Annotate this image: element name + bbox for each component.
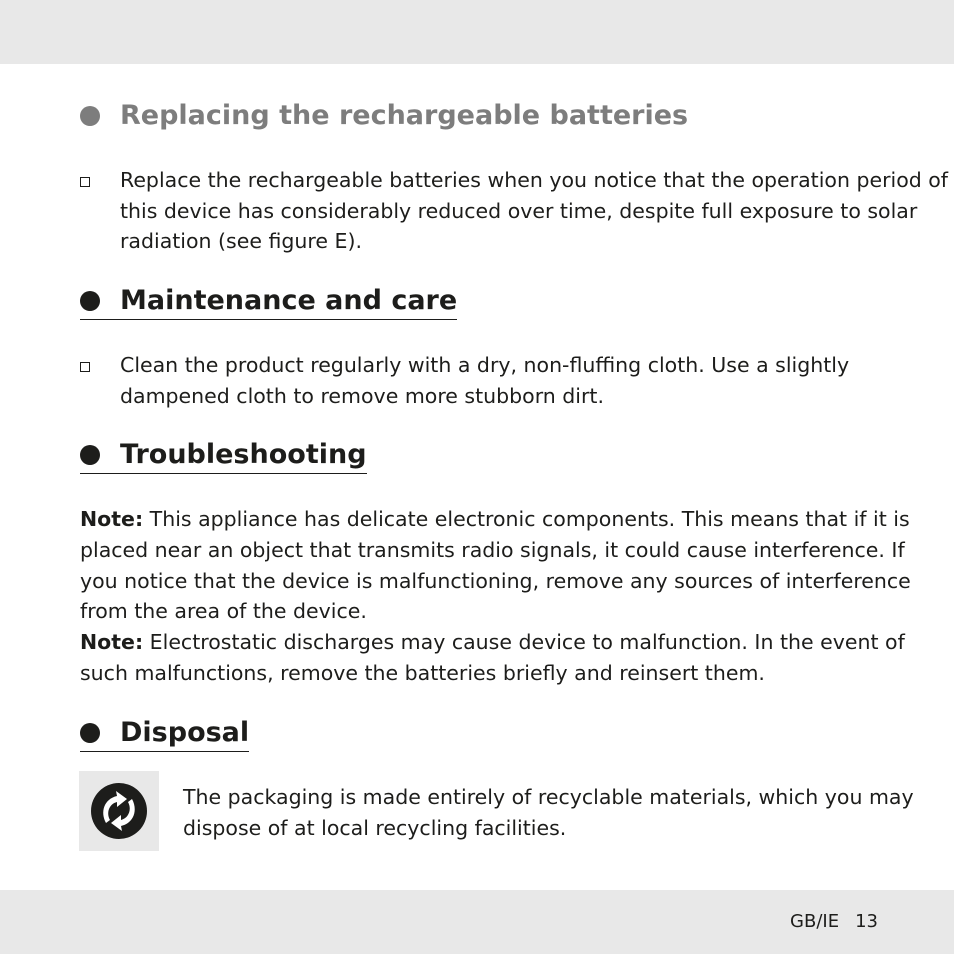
region-code: GB/IE <box>790 911 840 932</box>
heading-text: Replacing the rechargeable batteries <box>120 100 689 131</box>
note-label: Note: <box>80 507 144 531</box>
heading-maintenance <box>80 284 457 320</box>
header-band <box>0 0 954 64</box>
heading-text: Disposal <box>120 717 250 748</box>
heading-disposal <box>80 716 249 752</box>
list-item-replace-batteries <box>80 165 949 257</box>
heading-replacing-batteries <box>80 99 688 133</box>
note-label: Note: <box>80 630 144 655</box>
recycling-symbol-box <box>79 771 159 851</box>
note-paragraph-1: Note: This appliance has delicate electronic components. This means that if it is placed near an object that transmits radio signals, it could cause interference. If you notice that the device is malfunctioning, remove any sources of interference from the area of the device. Note: Electrostatic discharges may cause device to malfunction. In the event of such malfunctions, remove the batteries briefly and reinsert them. <box>80 507 911 685</box>
checkbox-square-icon <box>80 177 90 187</box>
heading-text: Maintenance and care <box>120 285 458 316</box>
disposal-paragraph: The packaging is made entirely of recyclable materials, which you may dispose of at local recycling facilities. <box>183 785 914 840</box>
checkbox-square-icon <box>80 362 90 372</box>
page-footer <box>790 910 878 934</box>
bullet-dot-icon <box>80 445 100 465</box>
heading-troubleshooting <box>80 438 367 474</box>
bullet-dot-icon <box>80 291 100 311</box>
bullet-dot-icon <box>80 106 100 126</box>
list-item-text: Replace the rechargeable batteries when you notice that the operation period of this device has considerably reduced over time, despite full exposure to solar radiation (see figure E). <box>120 168 949 254</box>
list-item-clean-product <box>80 350 880 411</box>
bullet-dot-icon <box>80 723 100 743</box>
recycling-symbol-icon <box>90 782 148 840</box>
heading-text: Troubleshooting <box>120 439 367 470</box>
page-number: 13 <box>855 911 878 932</box>
list-item-text: Clean the product regularly with a dry, non-fluffing cloth. Use a slightly dampened cloth to remove more stubborn dirt. <box>120 353 850 408</box>
